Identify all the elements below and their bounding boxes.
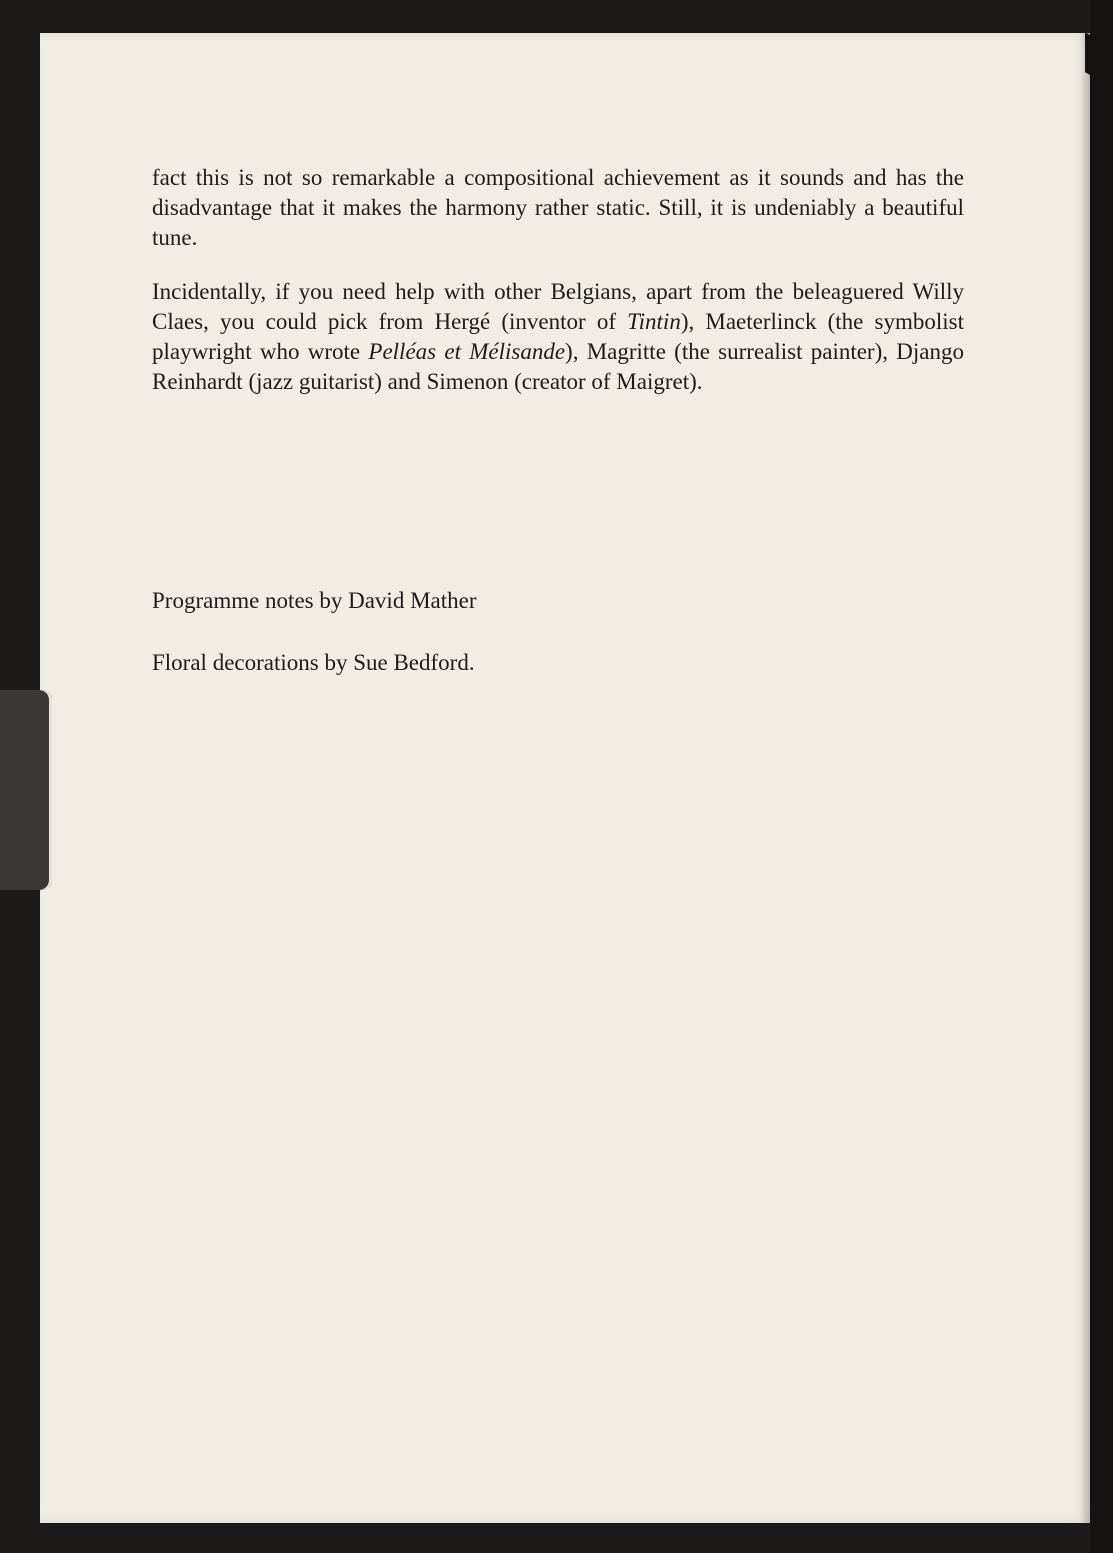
programme-notes-credit: Programme notes by David Mather xyxy=(152,588,477,613)
page-corner-notch xyxy=(1085,32,1095,78)
tintin-title: Tintin xyxy=(627,309,681,334)
body-text xyxy=(152,163,964,421)
floral-decorations-credit: Floral decorations by Sue Bedford. xyxy=(152,650,475,675)
paragraph-belgians xyxy=(152,277,964,397)
belgians-text-3: ), Magritte (the surrealist painter), Django Reinhardt (jazz guitarist) and Simenon (creator of Maigret). xyxy=(152,339,964,394)
binding-clip xyxy=(0,690,52,890)
belgians-text-1: Incidentally, if you need help with other Belgians, apart from the beleaguered Willy Claes, you could pick from Hergé (inventor of xyxy=(152,279,964,334)
belgians-text-2: ), Maeterlinck (the symbolist playwright who wrote xyxy=(152,309,964,364)
paper-page xyxy=(40,33,1090,1523)
pelleas-title: Pelléas et Mélisande xyxy=(368,339,566,364)
page-edge-shadow xyxy=(1080,33,1090,1523)
background-strip xyxy=(1090,0,1113,1553)
paragraph-harmony: fact this is not so remarkable a compositional achievement as it sounds and has the disadvantage that it makes the harmony rather static. Still, it is undeniably a beautiful tune. xyxy=(152,165,964,250)
